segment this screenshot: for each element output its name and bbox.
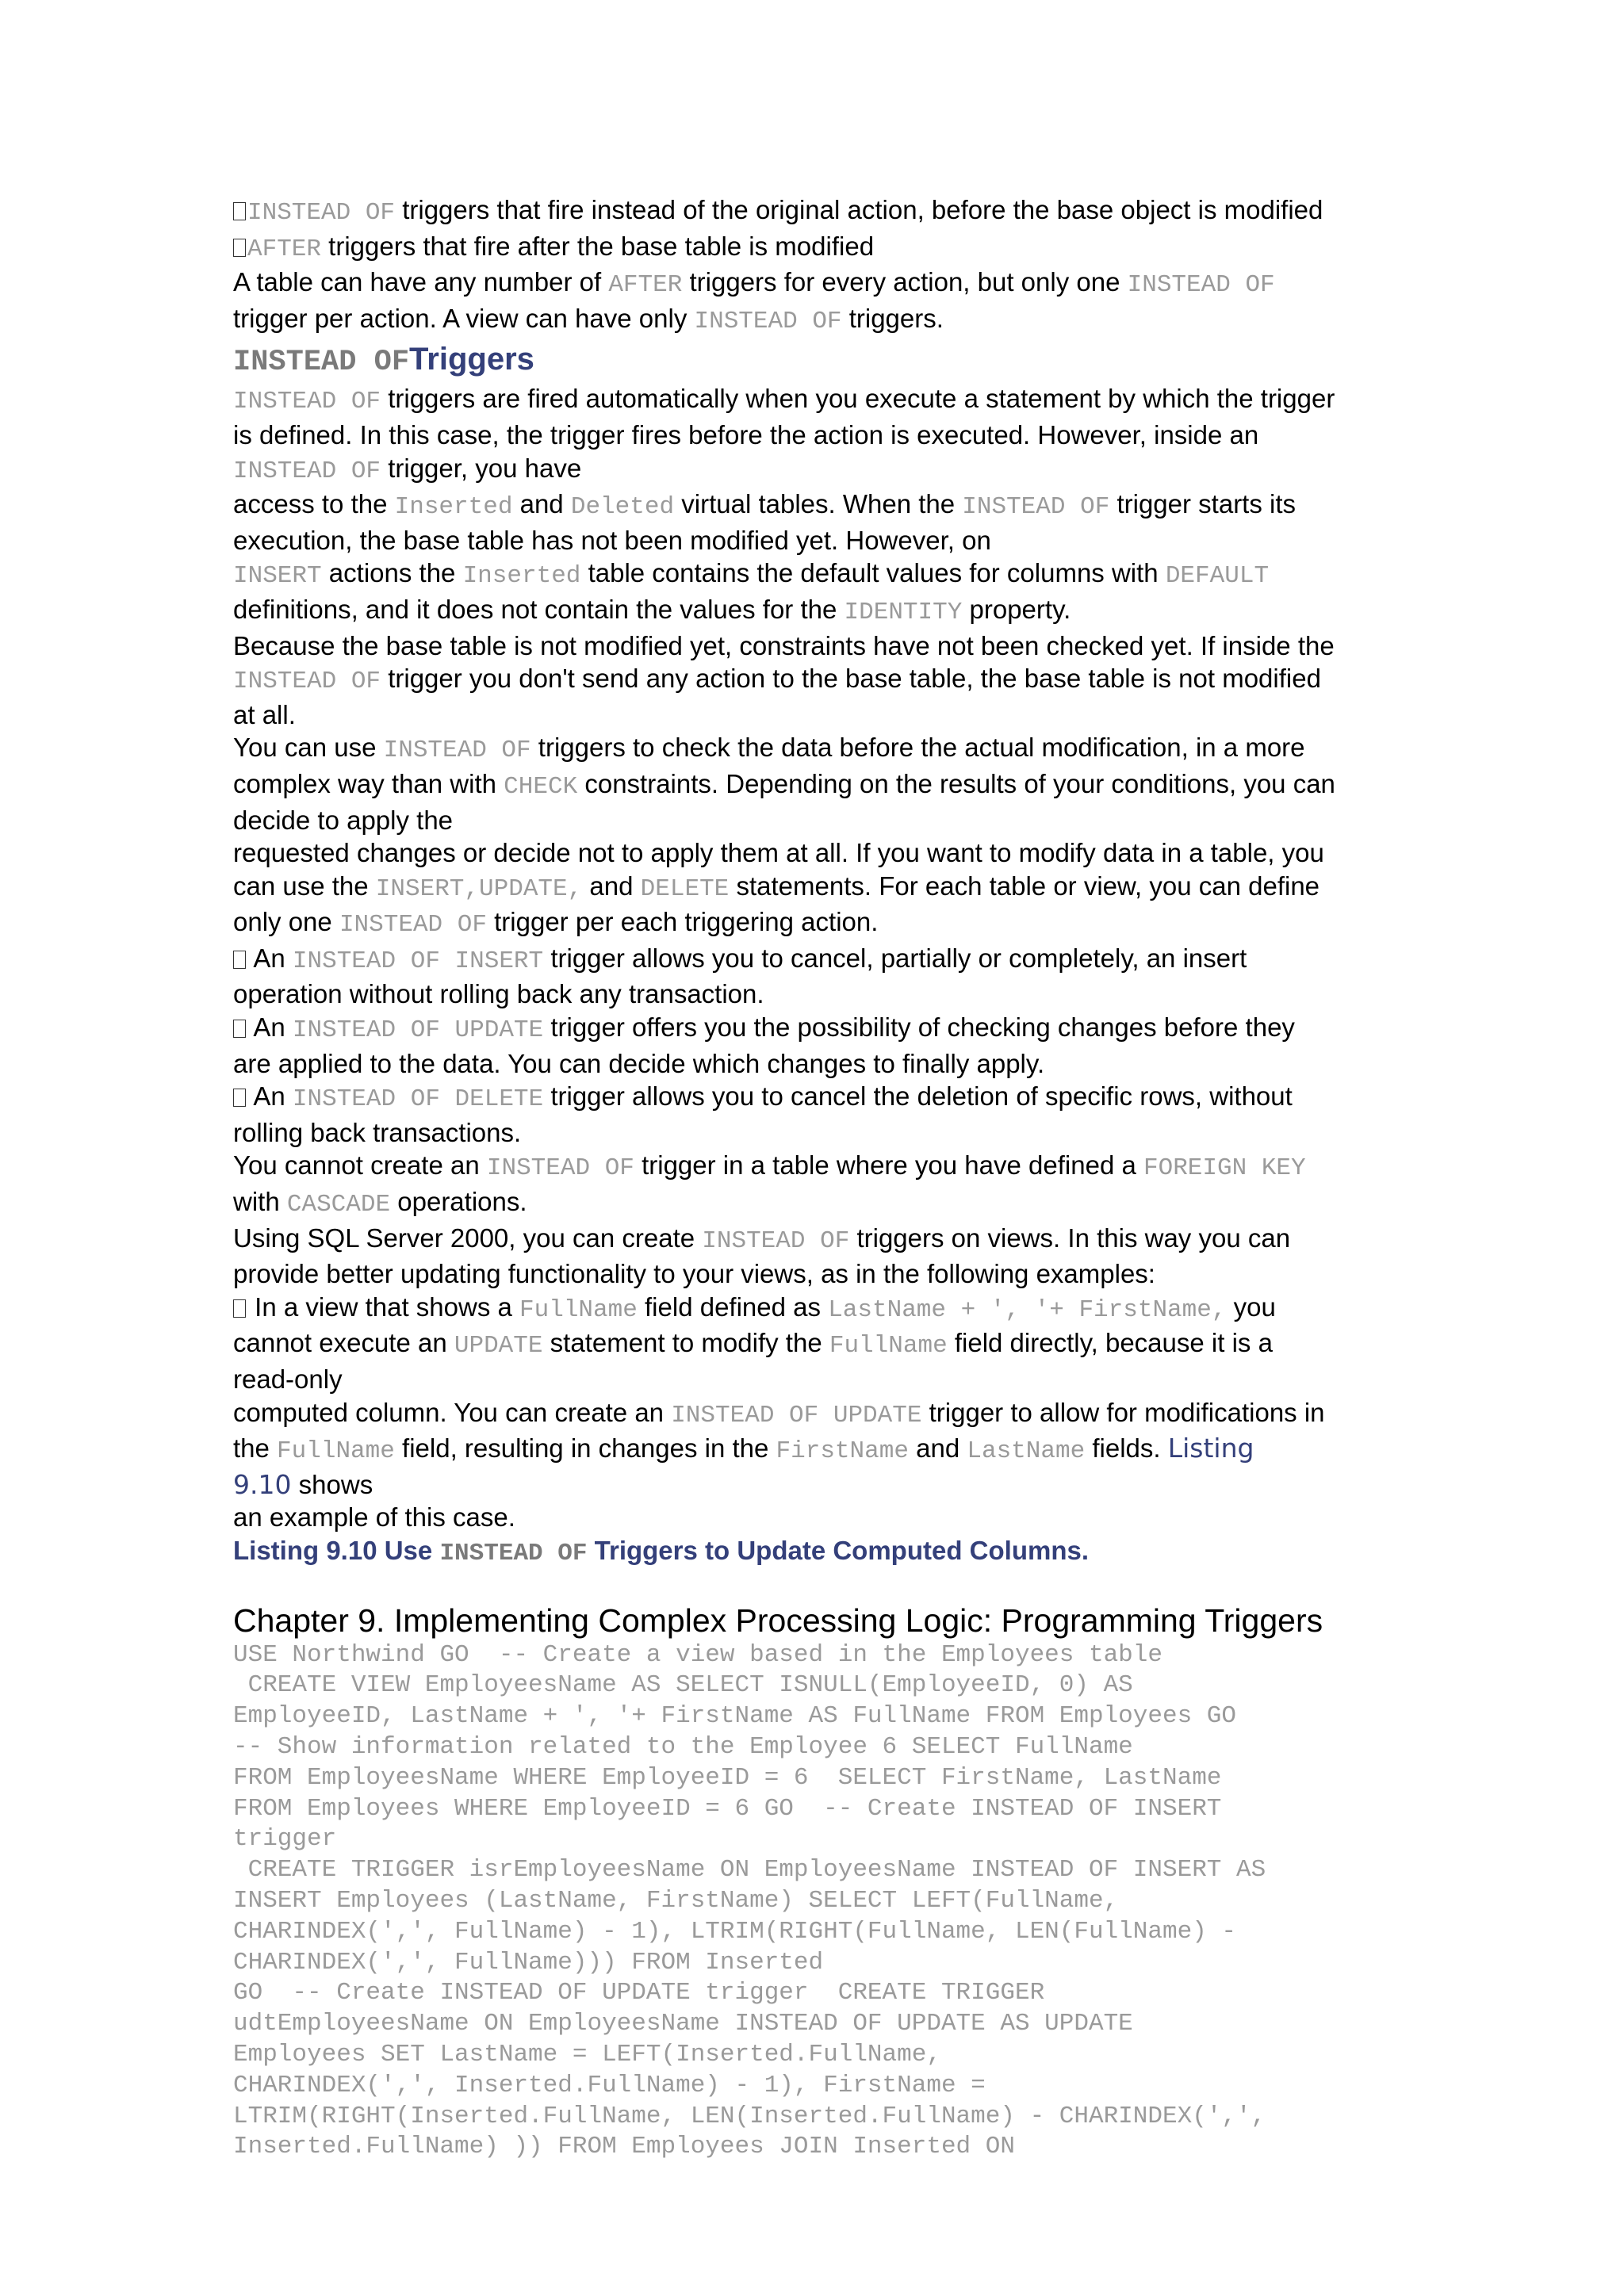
listing-link[interactable]: 9.10 <box>233 1468 292 1500</box>
code-term: INSTEAD OF <box>439 1539 588 1567</box>
text: A table can have any number of <box>233 267 609 297</box>
paragraph-line <box>233 452 1399 488</box>
code-term: INSTEAD OF <box>339 911 487 939</box>
code-term: INSTEAD OF <box>233 388 381 416</box>
text: table contains the default values for columns with <box>580 558 1166 588</box>
text: definitions, and it does not contain the values for the <box>233 594 845 624</box>
code-term: INSTEAD OF DELETE <box>292 1085 544 1114</box>
text: constraints. Depending on the results of your conditions, you can <box>577 768 1335 798</box>
bullet-instead-of-update <box>233 1011 1399 1047</box>
paragraph-line: Because the base table is not modified yet, constraints have not been checked yet. If inside the <box>233 630 1335 660</box>
text: An <box>247 943 293 973</box>
bullet-box-icon <box>233 202 246 220</box>
code-line: Employees SET LastName = LEFT(Inserted.FullName, <box>233 2040 941 2068</box>
code-line: LTRIM(RIGHT(Inserted.FullName, LEN(Inserted.FullName) - CHARINDEX(',', <box>233 2102 1266 2130</box>
paragraph-line: are applied to the data. You can decide which changes to finally apply. <box>233 1048 1045 1078</box>
code-line: CREATE VIEW EmployeesName AS SELECT ISNULL(EmployeeID, 0) AS <box>233 1671 1133 1700</box>
text: operations. <box>390 1187 527 1217</box>
paragraph-line <box>233 767 1399 804</box>
bullet-instead-of-insert <box>233 942 1399 978</box>
code-term: INSTEAD OF <box>1127 271 1275 300</box>
paragraph-line <box>233 662 1399 698</box>
code-term: INSTEAD OF <box>962 493 1110 522</box>
code-term: AFTER <box>247 235 322 263</box>
heading-code: INSTEAD OF <box>233 346 410 380</box>
code-term: INSTEAD OF INSERT <box>292 947 544 975</box>
code-line: trigger <box>233 1825 337 1854</box>
code-term: AFTER <box>608 271 683 300</box>
paragraph-line: at all. <box>233 699 296 729</box>
text: triggers that fire after the base table is modified <box>321 231 875 261</box>
text: statement to modify the <box>542 1328 829 1358</box>
code-term: FullName <box>829 1332 948 1360</box>
code-line: GO -- Create INSTEAD OF UPDATE trigger CREATE TRIGGER <box>233 1979 1045 2007</box>
chapter-title: Chapter 9. Implementing Complex Processing Logic: Programming Triggers <box>233 1601 1323 1639</box>
bullet-box-icon <box>233 951 246 969</box>
code-line: USE Northwind GO -- Create a view based in the Employees table <box>233 1640 1162 1669</box>
bullet-view-example <box>233 1291 1399 1327</box>
code-term: CASCADE <box>286 1191 391 1219</box>
text: trigger in a table where you have defined a <box>634 1150 1143 1181</box>
paragraph-line: operation without rolling back any transaction. <box>233 979 764 1009</box>
paragraph-line <box>233 382 1399 419</box>
paragraph-line <box>233 1468 1399 1502</box>
text: Triggers to Update Computed Columns. <box>587 1535 1089 1565</box>
paragraph-line <box>233 1432 1399 1468</box>
paragraph-line <box>233 593 1399 629</box>
text: You can use <box>233 733 384 763</box>
code-line: EmployeeID, LastName + ', '+ FirstName AS FullName FROM Employees GO <box>233 1702 1237 1731</box>
text: field directly, because it is a <box>947 1328 1273 1358</box>
code-term: INSTEAD OF <box>383 737 531 765</box>
text: trigger allows you to cancel the deletion of specific rows, without <box>543 1081 1293 1112</box>
code-term: FullName <box>277 1437 395 1466</box>
text: trigger allows you to cancel, partially or completely, an insert <box>543 943 1247 973</box>
code-line: udtEmployeesName ON EmployeesName INSTEAD OF UPDATE AS UPDATE <box>233 2010 1133 2038</box>
code-term: FOREIGN KEY <box>1143 1154 1306 1183</box>
code-line: -- Show information related to the Employee 6 SELECT FullName <box>233 1732 1133 1761</box>
text: property. <box>962 594 1071 624</box>
text: trigger to allow for modifications in <box>921 1397 1325 1427</box>
paragraph-line: rolling back transactions. <box>233 1117 522 1147</box>
heading-text: Triggers <box>409 342 534 377</box>
text: trigger starts its <box>1109 489 1297 519</box>
text: triggers to check the data before the actual modification, in a more <box>530 733 1305 763</box>
code-line: Inserted.FullName) )) FROM Employees JOIN Inserted ON <box>233 2133 1015 2161</box>
text: with <box>233 1187 287 1217</box>
text: and <box>908 1433 967 1464</box>
text: An <box>247 1081 293 1112</box>
text: shows <box>291 1469 373 1499</box>
code-term: INSTEAD OF <box>233 668 381 696</box>
code-line: CREATE TRIGGER isrEmployeesName ON EmployeesName INSTEAD OF INSERT AS <box>233 1856 1266 1885</box>
paragraph-line <box>233 870 1399 906</box>
listing-title <box>233 1534 1399 1571</box>
text: field, resulting in changes in the <box>394 1433 776 1464</box>
text: Listing 9.10 Use <box>233 1535 440 1565</box>
code-line: CHARINDEX(',', FullName))) FROM Inserted <box>233 1948 824 1976</box>
text: only one <box>233 907 339 937</box>
code-term: Inserted <box>462 562 581 591</box>
paragraph-line <box>233 905 1399 942</box>
bullet-instead-of <box>233 193 1399 230</box>
code-term: DEFAULT <box>1165 562 1270 591</box>
paragraph-line <box>233 488 1399 524</box>
text: you <box>1226 1292 1276 1322</box>
text: computed column. You can create an <box>233 1397 672 1427</box>
paragraph-line: provide better updating functionality to your views, as in the following examples: <box>233 1259 1155 1289</box>
text: and <box>512 489 571 519</box>
code-line: CHARINDEX(',', FullName) - 1), LTRIM(RIGHT(FullName, LEN(FullName) - <box>233 1917 1237 1946</box>
paragraph-line <box>233 266 1399 302</box>
code-term: DELETE <box>640 874 730 903</box>
code-term: FullName <box>519 1295 638 1324</box>
paragraph-line <box>233 731 1399 767</box>
code-term: INSTEAD OF <box>694 307 842 335</box>
text: triggers are fired automatically when you execute a statement by which the trigger <box>381 384 1335 414</box>
code-term: LastName + ', '+ FirstName, <box>828 1295 1227 1324</box>
paragraph-line: requested changes or decide not to apply them at all. If you want to modify data in a table, you <box>233 838 1324 868</box>
paragraph-line <box>233 1326 1399 1363</box>
paragraph-line: read-only <box>233 1364 343 1394</box>
paragraph-line <box>233 302 1399 339</box>
text: actions the <box>321 558 463 588</box>
paragraph-line <box>233 557 1399 593</box>
text: triggers for every action, but only one <box>682 267 1128 297</box>
text: fields. <box>1085 1433 1168 1464</box>
paragraph-line: execution, the base table has not been modified yet. However, on <box>233 525 991 555</box>
paragraph-line <box>233 1185 1399 1222</box>
text: trigger you don't send any action to the base table, the base table is not modified <box>381 664 1321 694</box>
code-line: CHARINDEX(',', Inserted.FullName) - 1), FirstName = <box>233 2071 986 2099</box>
code-term: IDENTITY <box>844 598 963 626</box>
paragraph-line <box>233 1149 1399 1185</box>
text: complex way than with <box>233 768 504 798</box>
text: Using SQL Server 2000, you can create <box>233 1223 703 1253</box>
page-content <box>233 193 1399 2163</box>
code-term: UPDATE <box>454 1332 543 1360</box>
text: statements. For each table or view, you can define <box>729 871 1320 901</box>
text: In a view that shows a <box>247 1292 520 1322</box>
code-line: INSERT Employees (LastName, FirstName) SELECT LEFT(FullName, <box>233 1886 1119 1915</box>
text: can use the <box>233 871 376 901</box>
bullet-box-icon <box>233 1299 246 1318</box>
section-heading <box>233 339 1399 382</box>
code-term: Deleted <box>570 493 675 522</box>
text: You cannot create an <box>233 1150 487 1181</box>
code-term: LastName <box>967 1437 1086 1466</box>
text: An <box>247 1012 293 1043</box>
paragraph-line: decide to apply the <box>233 805 454 835</box>
paragraph-line: an example of this case. <box>233 1502 515 1533</box>
bullet-box-icon <box>233 239 246 257</box>
code-term: Inserted <box>394 493 513 522</box>
code-term: INSTEAD OF <box>486 1154 634 1183</box>
text: access to the <box>233 489 395 519</box>
code-line: FROM Employees WHERE EmployeeID = 6 GO -- Create INSTEAD OF INSERT <box>233 1794 1222 1823</box>
text: field defined as <box>637 1292 829 1322</box>
code-block <box>233 1640 1399 2164</box>
text: triggers. <box>841 303 944 333</box>
code-term: FirstName <box>776 1437 909 1466</box>
bullet-after <box>233 230 1399 266</box>
code-term: INSTEAD OF <box>702 1226 850 1255</box>
code-term: INSERT,UPDATE, <box>375 874 583 903</box>
text: trigger, you have <box>381 453 582 483</box>
text: triggers that fire instead of the original action, before the base object is modified <box>395 195 1323 224</box>
text: trigger per action. A view can have only <box>233 303 695 333</box>
paragraph-line: is defined. In this case, the trigger fires before the action is executed. However, inside an <box>233 419 1259 450</box>
code-line: FROM EmployeesName WHERE EmployeeID = 6 SELECT FirstName, LastName <box>233 1763 1222 1792</box>
bullet-instead-of-delete <box>233 1080 1399 1116</box>
text: and <box>582 871 641 901</box>
text: the <box>233 1433 278 1464</box>
bullet-box-icon <box>233 1020 246 1038</box>
text: triggers on views. In this way you can <box>849 1223 1291 1253</box>
code-term: INSTEAD OF UPDATE <box>292 1016 544 1045</box>
listing-link[interactable]: Listing <box>1167 1433 1254 1464</box>
code-term: INSTEAD OF <box>233 457 381 485</box>
code-term: CHECK <box>504 772 578 801</box>
paragraph-line <box>233 1396 1399 1433</box>
paragraph-line <box>233 1222 1399 1258</box>
text: trigger per each triggering action. <box>486 907 879 937</box>
code-term: INSTEAD OF UPDATE <box>671 1401 922 1429</box>
bullet-box-icon <box>233 1089 246 1107</box>
code-term: INSTEAD OF <box>247 199 396 227</box>
code-term: INSERT <box>233 562 322 591</box>
text: trigger offers you the possibility of checking changes before they <box>543 1012 1295 1043</box>
text: cannot execute an <box>233 1328 454 1358</box>
text: virtual tables. When the <box>674 489 963 519</box>
